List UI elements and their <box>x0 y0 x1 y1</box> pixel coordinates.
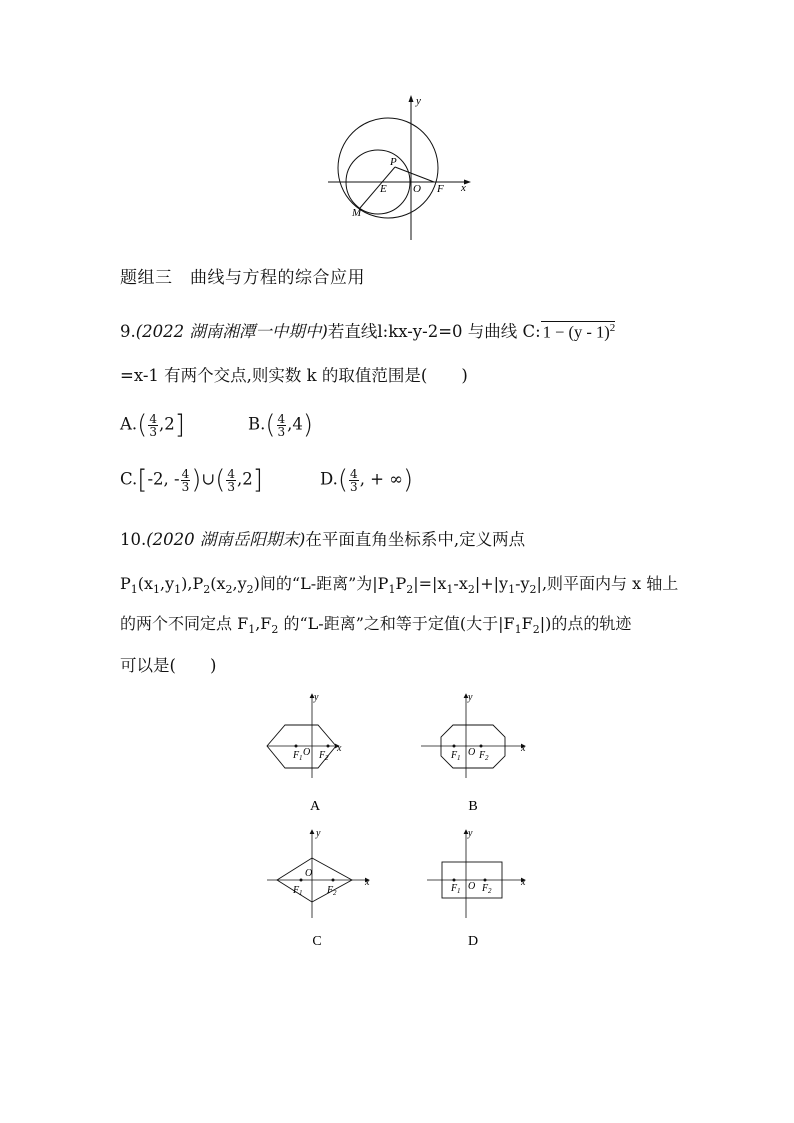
caption-D: D <box>467 934 479 949</box>
svg-text:y: y <box>316 828 321 839</box>
svg-text:O: O <box>468 881 476 892</box>
q9-option-D[interactable]: D.( $\frac{4}{3}$ , + ∞) <box>320 465 414 495</box>
svg-text:F: F <box>451 750 458 761</box>
label-P: P <box>390 156 397 168</box>
svg-text:x: x <box>521 743 526 754</box>
figure-A[interactable] <box>267 692 342 814</box>
svg-text:O: O <box>303 747 311 758</box>
large-circle <box>338 118 438 218</box>
q10-line-4 <box>120 652 216 676</box>
svg-text:F: F <box>479 750 486 761</box>
q10-number: 10. <box>120 530 147 549</box>
label-x: x <box>461 182 466 194</box>
svg-text:F: F <box>319 750 326 761</box>
top-figure <box>320 92 480 242</box>
svg-text:1: 1 <box>299 754 303 762</box>
frac: $\frac{4}{3}$ <box>350 466 358 494</box>
q9-sqrt-exp: 2 <box>609 321 616 334</box>
frac: $\frac{4}{3}$ <box>227 466 236 494</box>
svg-text:2: 2 <box>485 754 489 762</box>
svg-text:1: 1 <box>457 887 461 895</box>
q9-text-2: =x-1 有两个交点,则实数 k 的取值范围是( <box>120 366 428 385</box>
q10-line-2: $P_1(x_1,y_1),P_2(x_2,y_2)$间的“L-距离”为$|P_1P_2|=|x_1-x_2|+|y_1-y_2|$,则平面内与 x 轴上 <box>120 574 679 597</box>
svg-text:2: 2 <box>488 887 492 895</box>
segment-PF <box>395 167 434 182</box>
label-y: y <box>416 95 421 107</box>
q9-option-B[interactable]: B.( $\frac{4}{3}$ ,4) <box>248 410 314 440</box>
q10-text-1: 在平面直角坐标系中,定义两点 <box>305 530 526 549</box>
option-B-label: B. <box>248 414 266 434</box>
y-axis-arrow <box>409 95 414 102</box>
label-M: M <box>352 207 362 219</box>
option-B-rest: ,4 <box>287 414 303 434</box>
q10-line-3: 的两个不同定点 $F_1,F_2$ 的“L-距离”之和等于定值(大于$|F_1F_2|$)的点的轨迹 <box>120 614 632 637</box>
svg-text:F: F <box>482 883 489 894</box>
svg-text:x: x <box>365 877 370 888</box>
svg-text:2: 2 <box>325 754 329 762</box>
q9-sqrt-content: 1 − (y - 1) <box>542 322 610 341</box>
caption-C: C <box>312 934 322 949</box>
caption-B: B <box>468 799 478 814</box>
svg-text:1: 1 <box>457 754 461 762</box>
q10-close: ) <box>209 656 217 675</box>
caption-A: A <box>309 799 321 814</box>
segment-MP <box>360 167 395 208</box>
option-C-label: C. <box>120 469 138 489</box>
svg-text:x: x <box>337 743 342 754</box>
svg-text:y: y <box>468 692 473 703</box>
q9-number: 9. <box>120 322 136 341</box>
section-heading: 题组三 曲线与方程的综合应用 <box>120 268 365 288</box>
frac: $\frac{4}{3}$ <box>181 466 190 494</box>
svg-text:O: O <box>468 747 476 758</box>
label-F: F <box>437 183 444 195</box>
option-C-part1: -2, - <box>147 469 180 489</box>
q10-figures <box>255 688 545 956</box>
svg-text:2: 2 <box>333 889 337 897</box>
svg-text:F: F <box>293 885 300 896</box>
q10-source: (2020 湖南岳阳期末) <box>146 530 306 549</box>
q10-text-4: 可以是( <box>120 656 176 675</box>
svg-text:F: F <box>293 750 300 761</box>
svg-text:y: y <box>314 692 319 703</box>
figure-C[interactable] <box>267 828 370 949</box>
frac: $\frac{4}{3}$ <box>149 411 157 439</box>
svg-text:x: x <box>521 877 526 888</box>
label-O: O <box>413 183 421 195</box>
q9-option-A[interactable]: A.( $\frac{4}{3}$ ,2] <box>120 410 185 440</box>
q9-option-C[interactable]: C.[-2, - $\frac{4}{3}$ )∪( $\frac{4}{3}$ ,2] <box>120 465 263 495</box>
figure-D[interactable] <box>427 828 526 949</box>
q9-close: ) <box>461 366 468 385</box>
svg-text:1: 1 <box>299 889 303 897</box>
q9-line-1 <box>120 318 615 342</box>
q9-source: (2022 湖南湘潭一中期中) <box>135 322 328 341</box>
q10-line-1 <box>120 526 525 550</box>
svg-text:y: y <box>468 828 473 839</box>
svg-text:F: F <box>327 885 334 896</box>
option-A-label: A. <box>120 414 138 434</box>
q9-sqrt <box>541 321 616 343</box>
svg-text:F: F <box>451 883 458 894</box>
option-D-label: D. <box>320 469 338 489</box>
option-D-rest: , + ∞ <box>359 469 403 489</box>
label-E: E <box>380 183 387 195</box>
option-A-rest: ,2 <box>158 414 175 434</box>
frac: $\frac{4}{3}$ <box>277 411 286 439</box>
option-C-rest: ,2 <box>237 469 253 489</box>
q9-line-2 <box>120 362 468 386</box>
figure-B[interactable] <box>421 692 526 814</box>
q9-text-1: 若直线l:kx-y-2=0 与曲线 C: <box>327 322 541 341</box>
svg-text:O: O <box>305 868 313 879</box>
union-symbol: ∪ <box>201 469 216 489</box>
